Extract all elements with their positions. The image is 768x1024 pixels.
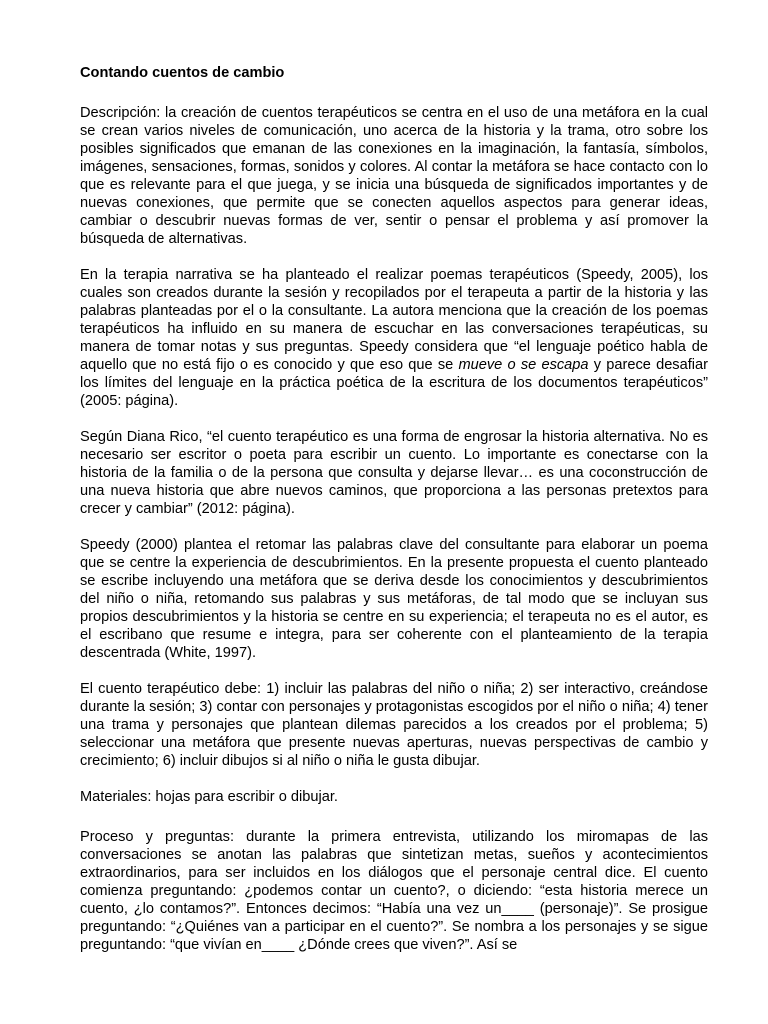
paragraph-diana-rico: Según Diana Rico, “el cuento terapéutico es una forma de engrosar la historia alternativa. No es necesario ser escritor o poeta para escribir un cuento. Lo importante es conectarse con la historia de la familia o de la persona que consulta y dejarse llevar… es una coconstrucción de una nueva historia que abre nuevos caminos, que proporciona a las personas pretextos para crecer y cambiar” (2012: página). bbox=[80, 429, 708, 517]
document-page bbox=[80, 64, 708, 954]
paragraph-narrative-therapy bbox=[80, 266, 708, 410]
paragraph-text: y parece desafiar los límites del lenguaje en la práctica poética de la escritura de los documentos terapéuticos” (2005: página). bbox=[80, 357, 708, 409]
document-title: Contando cuentos de cambio bbox=[80, 65, 285, 81]
paragraph-description: Descripción: la creación de cuentos terapéuticos se centra en el uso de una metáfora en la cual se crean varios niveles de comunicación, uno acerca de la historia y la trama, otro sobre los posibles significados que emanan de las conexiones en la imaginación, la fantasía, símbolos, imágenes, sensaciones, formas, sonidos y colores. Al contar la metáfora se hace contacto con lo que es relevante para el que juega, y se inicia una búsqueda de significados importantes y de nuevas conexiones, que permite que se conecten aquellos aspectos para generar ideas, cambiar o descubrir nuevas formas de ver, sentir o pensar el problema y así promover la búsqueda de alternativas. bbox=[80, 105, 708, 247]
paragraph-requirements: El cuento terapéutico debe: 1) incluir las palabras del niño o niña; 2) ser interactivo, creándose durante la sesión; 3) contar con personajes y protagonistas escogidos por el niño o niña; 4) tener una trama y personajes que plantean dilemas parecidos a los creados por el problema; 5) seleccionar una metáfora que presente nuevas aperturas, nuevas perspectivas de cambio y crecimiento; 6) incluir dibujos si al niño o niña le gusta dibujar. bbox=[80, 681, 708, 769]
paragraph-materials: Materiales: hojas para escribir o dibujar. bbox=[80, 789, 338, 805]
italic-quote: mueve o se escapa bbox=[458, 357, 589, 373]
paragraph-text: En la terapia narrativa se ha planteado el realizar poemas terapéuticos (Speedy, 2005), los cuales son creados durante la sesión y recopilados por el terapeuta a partir de la historia y las palabras planteadas por el o la consultante. La autora menciona que la creación de los poemas terapéuticos ha influido en su manera de escuchar en las conversaciones terapéuticas, su manera de tomar notas y sus preguntas. Speedy considera que “el lenguaje poético habla de aquello que no está fijo o es conocido y que eso que se bbox=[80, 267, 708, 373]
paragraph-speedy: Speedy (2000) plantea el retomar las palabras clave del consultante para elaborar un poema que se centre la experiencia de descubrimientos. En la presente propuesta el cuento planteado se escribe incluyendo una metáfora que se deriva desde los conocimientos y descubrimientos del niño o niña, retomando sus palabras y sus metáforas, de tal modo que se incluyan sus propios descubrimientos y la historia se centre en su experiencia; el terapeuta no es el autor, es el escribano que resume e integra, para ser coherente con el planteamiento de la terapia descentrada (White, 1997). bbox=[80, 537, 708, 661]
paragraph-process: Proceso y preguntas: durante la primera entrevista, utilizando los miromapas de las conversaciones se anotan las palabras que sintetizan metas, sueños y acontecimientos extraordinarios, para ser incluidos en los diálogos que el personaje central dice. El cuento comienza preguntando: ¿podemos contar un cuento?, o diciendo: “esta historia merece un cuento, ¿lo contamos?”. Entonces decimos: “Había una vez un____ (personaje)”. Se prosigue preguntando: “¿Quiénes van a participar en el cuento?”. Se nombra a los personajes y se sigue preguntando: “que vivían en____ ¿Dónde crees que viven?”. Así se bbox=[80, 829, 708, 953]
